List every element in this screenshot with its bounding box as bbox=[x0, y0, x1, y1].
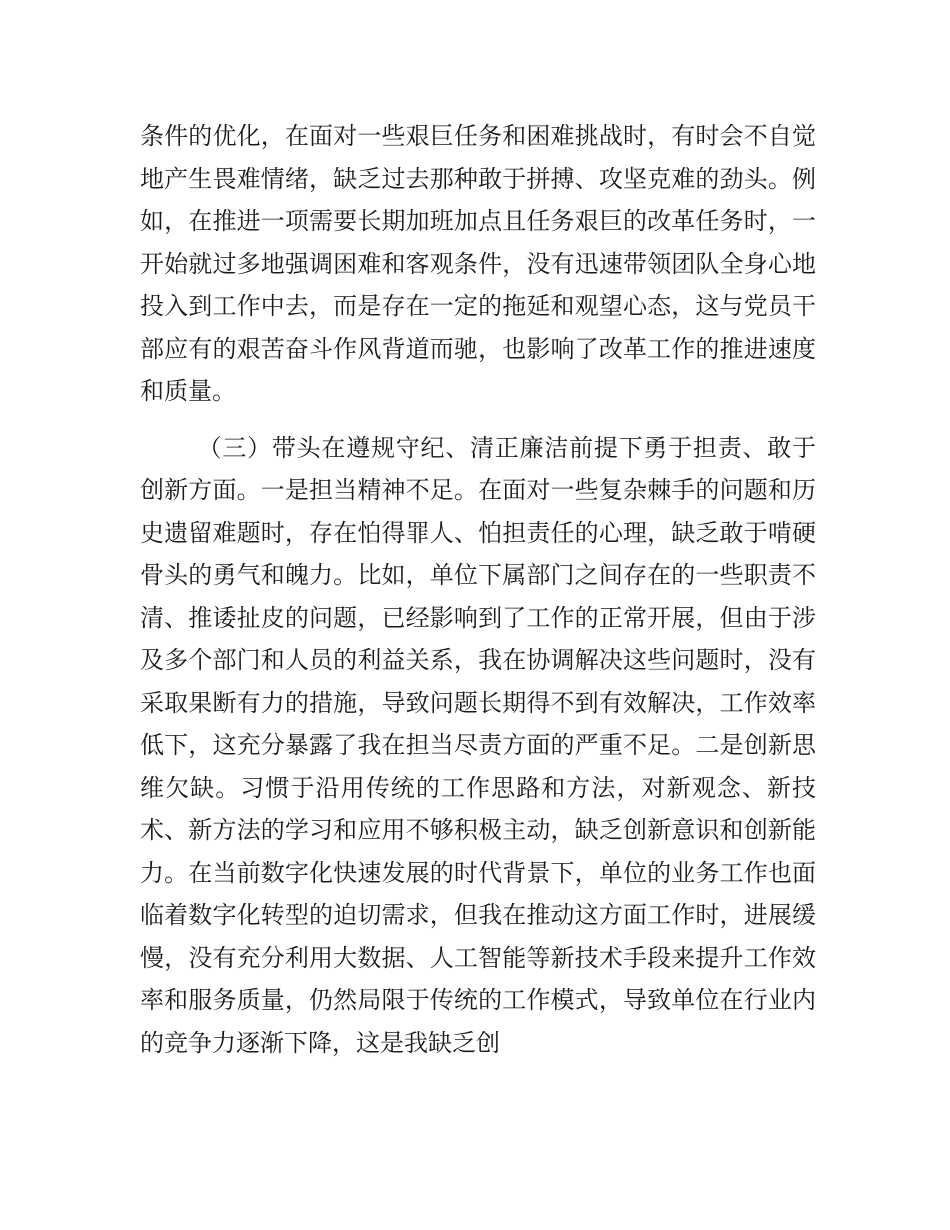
paragraph-continuation: 条件的优化，在面对一些艰巨任务和困难挑战时，有时会不自觉地产生畏难情绪，缺乏过去那种敢于拼搏、攻坚克难的劲头。例如，在推进一项需要长期加班加点且任务艰巨的改革任务时，一开始就过多地强调困难和客观条件，没有迅速带领团队全身心地投入到工作中去，而是存在一定的拖延和观望心态，这与党员干部应有的艰苦奋斗作风背道而驰，也影响了改革工作的推进速度和质量。 bbox=[140, 124, 816, 405]
paragraph-section-three: （三）带头在遵规守纪、清正廉洁前提下勇于担责、敢于创新方面。一是担当精神不足。在面对一些复杂棘手的问题和历史遗留难题时，存在怕得罪人、怕担责任的心理，缺乏敢于啃硬骨头的勇气和魄力。比如，单位下属部门之间存在的一些职责不清、推诿扯皮的问题，已经影响到了工作的正常开展，但由于涉及多个部门和人员的利益关系，我在协调解决这些问题时，没有采取果断有力的措施，导致问题长期得不到有效解决，工作效率低下，这充分暴露了我在担当尽责方面的严重不足。二是创新思维欠缺。习惯于沿用传统的工作思路和方法，对新观念、新技术、新方法的学习和应用不够积极主动，缺乏创新意识和创新能力。在当前数字化快速发展的时代背景下，单位的业务工作也面临着数字化转型的迫切需求，但我在推动这方面工作时，进展缓慢，没有充分利用大数据、人工智能等新技术手段来提升工作效率和服务质量，仍然局限于传统的工作模式，导致单位在行业内的竞争力逐渐下降，这是我缺乏创 bbox=[140, 435, 816, 1057]
